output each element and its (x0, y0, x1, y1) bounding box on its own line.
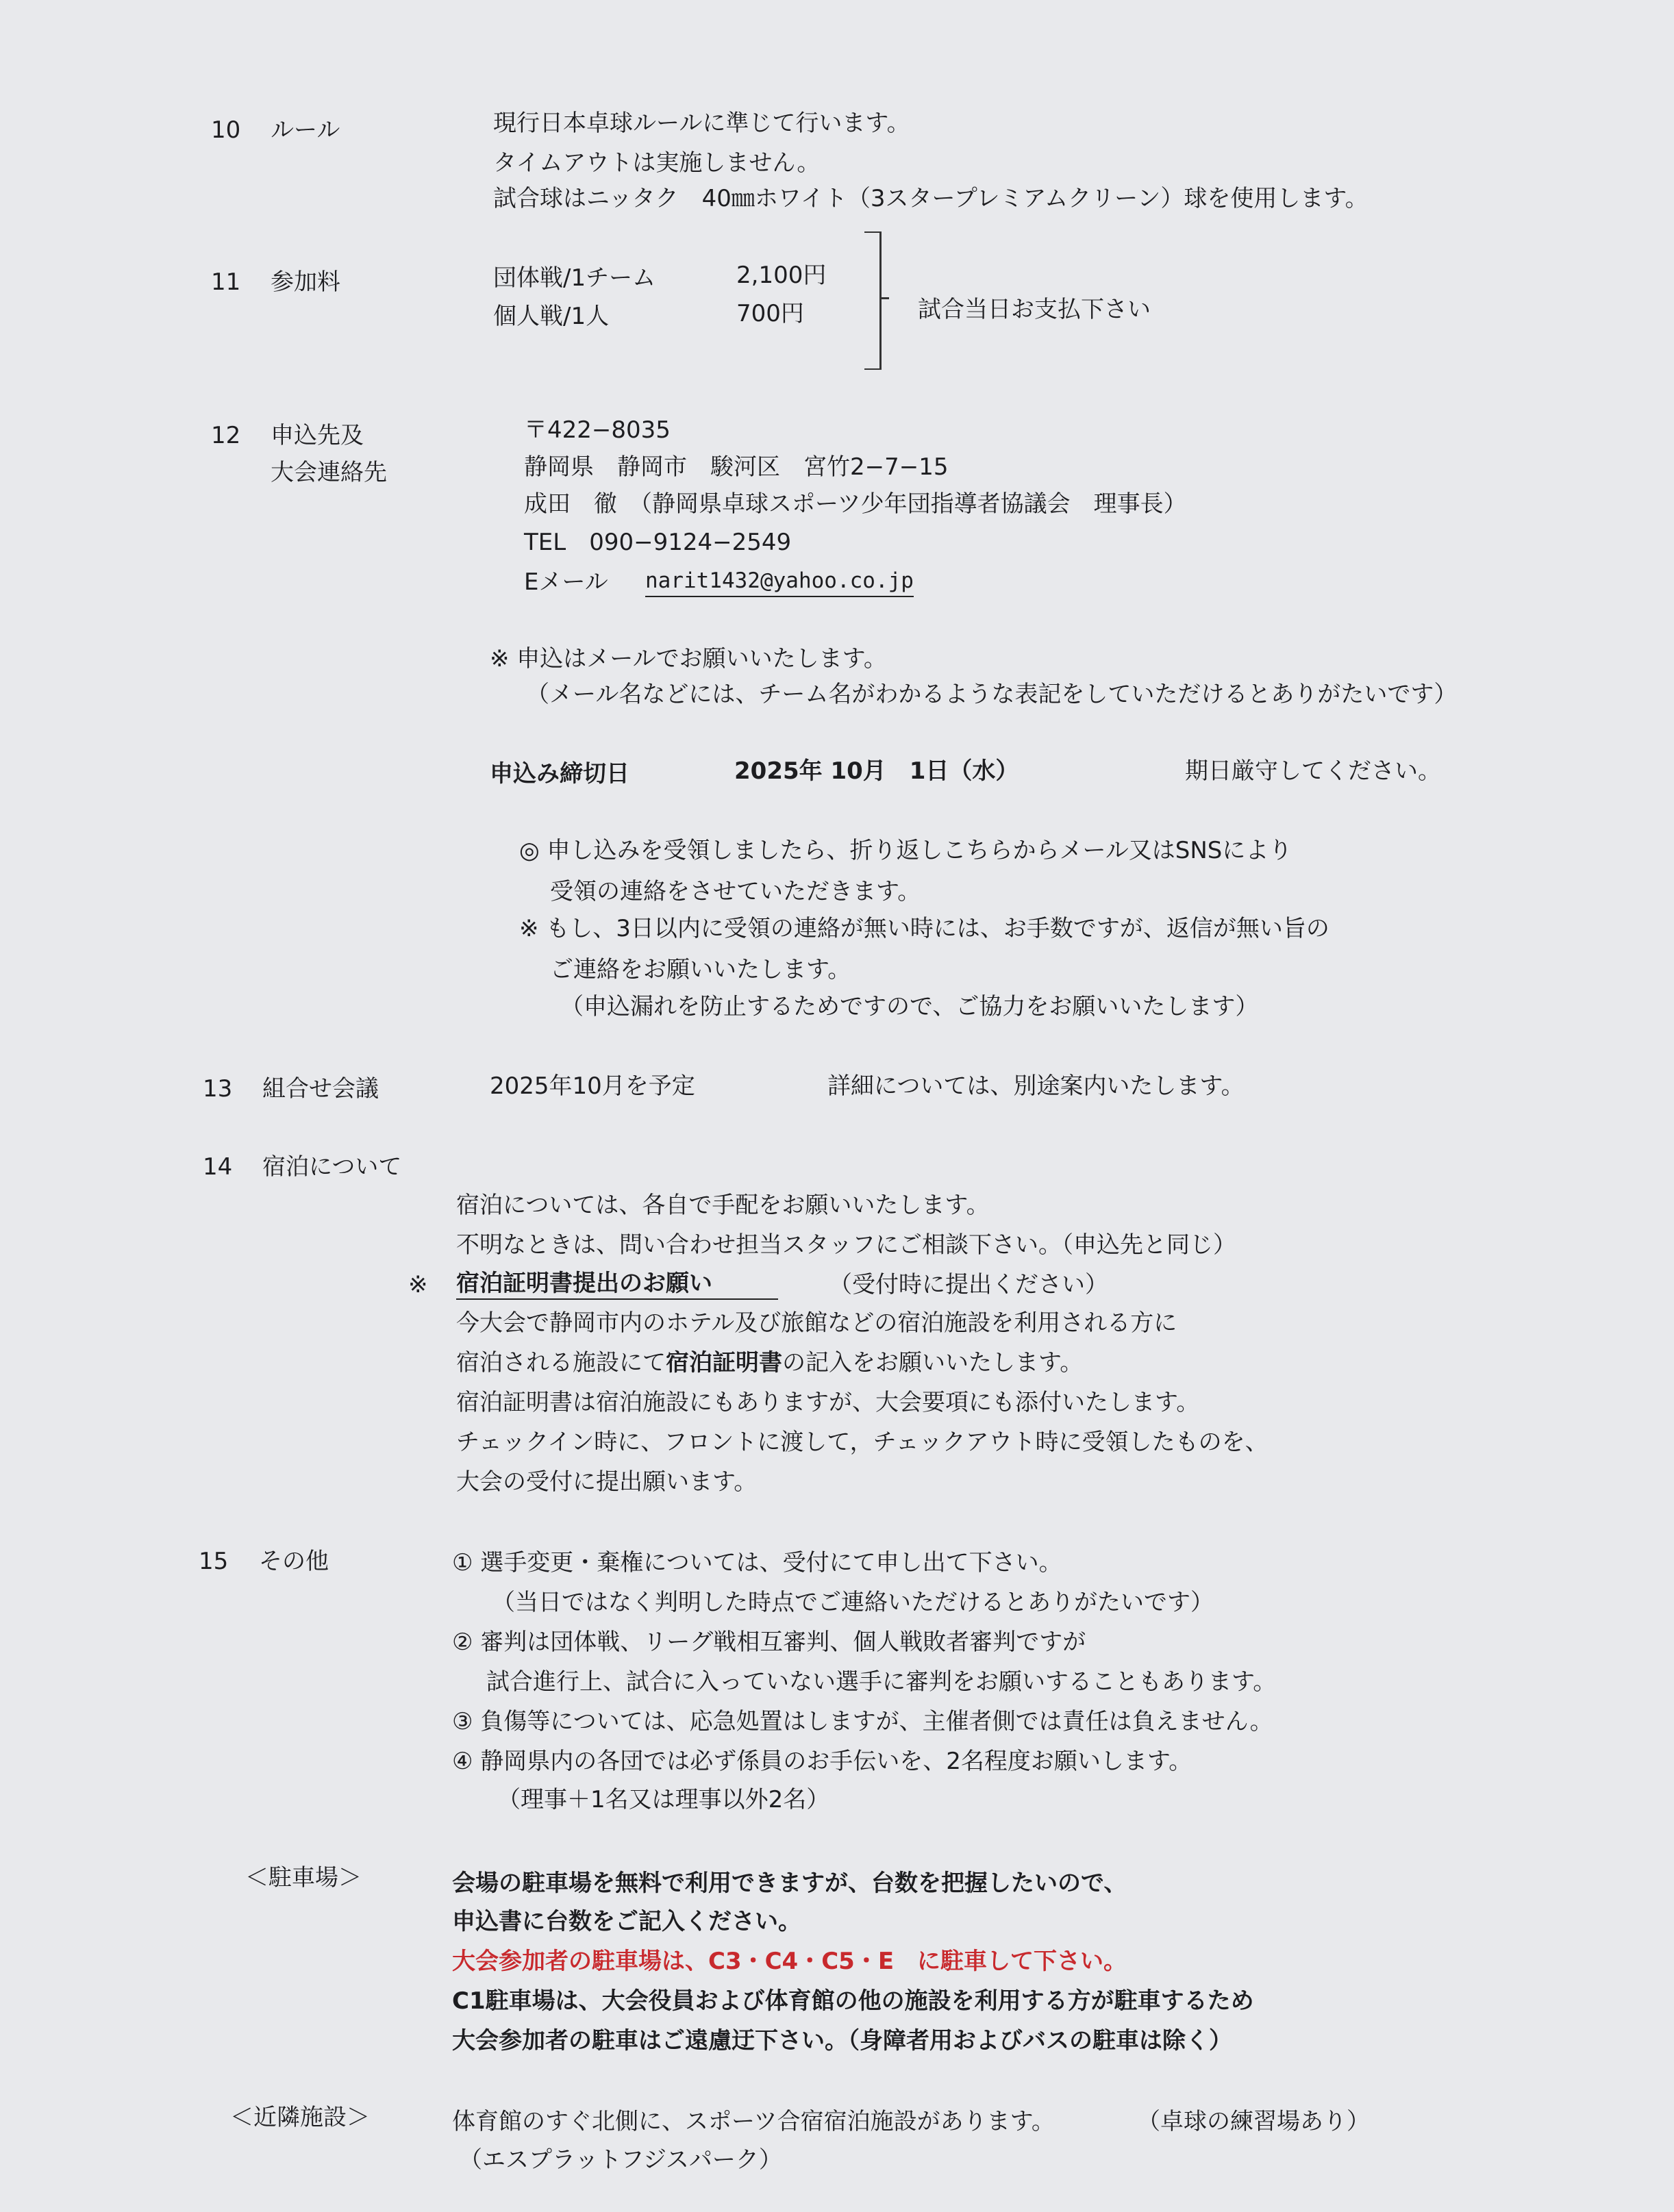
lodging-line-1: 宿泊については、各自で手配をお願いいたします。 (456, 1192, 990, 1219)
deadline-note: 期日厳守してください。 (1185, 757, 1441, 785)
section-15-label: その他 (259, 1548, 329, 1575)
ack-line-2: 受領の連絡をさせていただきます。 (550, 878, 921, 905)
section-11-label: 参加料 (271, 268, 340, 296)
section-12-number: 12 (211, 422, 241, 449)
meeting-detail: 詳細については、別途案内いたします。 (827, 1072, 1245, 1100)
contact-person: 成田 徹 （静岡県卓球スポーツ少年団指導者協議会 理事長） (524, 490, 1187, 518)
lodging-line-5: 宿泊証明書は宿泊施設にもありますが、大会要項にも添付いたします。 (456, 1389, 1200, 1416)
other-item-1: ① 選手変更・棄権については、受付にて申し出て下さい。 (452, 1549, 1062, 1576)
nearby-line-2: （エスプラットフジスパーク） (459, 2146, 782, 2174)
lodging-certificate-title: 宿泊証明書提出のお願い (456, 1270, 778, 1300)
apply-note-2: （メール名などには、チーム名がわかるような表記をしていただけるとありがたいです） (526, 681, 1458, 708)
deadline-date: 2025年 10月 1日（水） (734, 757, 1019, 785)
other-item-2-note: 試合進行上、試合に入っていない選手に審判をお願いすることもあります。 (486, 1668, 1277, 1696)
lodging-line-4-start: 宿泊される施設にて (456, 1349, 666, 1377)
postal-code: 〒422−8035 (524, 416, 671, 444)
other-item-2: ② 審判は団体戦、リーグ戦相互審判、個人戦敗者審判ですが (452, 1629, 1086, 1656)
lodging-line-4 (456, 1349, 1083, 1377)
other-item-4: ④ 静岡県内の各団では必ず係員のお手伝いを、2名程度お願いします。 (452, 1748, 1192, 1775)
parking-line-1: 会場の駐車場を無料で利用できますが、台数を把握したいので、 (452, 1870, 1127, 1897)
fee-brace-tip (879, 297, 889, 299)
meeting-date: 2025年10月を予定 (490, 1072, 695, 1100)
section-10-number: 10 (211, 116, 241, 144)
ack-line-4: ご連絡をお願いいたします。 (550, 956, 851, 983)
apply-note-1: ※ 申込はメールでお願いいたします。 (490, 645, 887, 673)
ack-line-3: ※ もし、3日以内に受領の連絡が無い時には、お手数ですが、返信が無い旨の (519, 915, 1329, 942)
nearby-line-1-note: （卓球の練習場あり） (1137, 2108, 1370, 2135)
section-10-line-1: 現行日本卓球ルールに準じて行います。 (493, 110, 910, 137)
lodging-line-4-bold: 宿泊証明書 (666, 1349, 782, 1377)
section-15-number: 15 (199, 1548, 229, 1575)
email-label: Eメール (524, 568, 608, 596)
section-12-label-1: 申込先及 (271, 422, 364, 449)
parking-line-5: 大会参加者の駐車はご遠慮迂下さい。（身障者用およびバスの駐車は除く） (452, 2027, 1232, 2054)
lodging-line-7: 大会の受付に提出願います。 (456, 1468, 758, 1496)
lodging-line-2: 不明なときは、問い合わせ担当スタッフにご相談下さい。（申込先と同じ） (456, 1231, 1236, 1259)
team-fee-amount: 2,100円 (736, 262, 827, 289)
other-item-3: ③ 負傷等については、応急処置はしますが、主催者側では責任は負えません。 (452, 1708, 1273, 1735)
section-11-number: 11 (211, 268, 241, 296)
other-item-4-note: （理事＋1名又は理事以外2名） (497, 1786, 830, 1813)
fee-payment-note: 試合当日お支払下さい (918, 296, 1151, 323)
fee-brace (864, 231, 882, 370)
section-14-number: 14 (203, 1153, 233, 1181)
section-12-label-2: 大会連絡先 (271, 459, 387, 486)
ack-line-5: （申込漏れを防止するためですので、ご協力をお願いいたします） (560, 993, 1259, 1020)
parking-line-2: 申込書に台数をご記入ください。 (452, 1908, 801, 1935)
lodging-certificate-when: （受付時に提出ください） (829, 1271, 1108, 1298)
lodging-line-6: チェックイン時に、フロントに渡して，チェックアウト時に受領したものを、 (456, 1429, 1269, 1456)
deadline-label: 申込み締切日 (490, 760, 629, 788)
lodging-note-mark: ※ (408, 1271, 428, 1298)
parking-label: ＜駐車場＞ (245, 1864, 362, 1891)
section-10-line-3: 試合球はニッタク 40㎜ホワイト（3スタープレミアムクリーン）球を使用します。 (493, 185, 1369, 212)
individual-fee-label: 個人戦/1人 (493, 303, 610, 330)
section-13-label: 組合せ会議 (262, 1075, 379, 1103)
nearby-label: ＜近隣施設＞ (230, 2104, 370, 2131)
address: 静岡県 静岡市 駿河区 宮竹2−7−15 (524, 453, 949, 481)
nearby-line-1: 体育館のすぐ北側に、スポーツ合宿宿泊施設があります。 (452, 2108, 1055, 2135)
section-14-label: 宿泊について (262, 1153, 402, 1181)
team-fee-label: 団体戦/1チーム (493, 264, 656, 292)
email-address[interactable]: narit1432@yahoo.co.jp (645, 567, 914, 597)
individual-fee-amount: 700円 (736, 300, 804, 327)
section-10-label: ルール (271, 116, 340, 144)
lodging-line-4-end: の記入をお願いいたします。 (782, 1349, 1084, 1377)
other-item-1-note: （当日ではなく判明した時点でご連絡いただけるとありがたいです） (492, 1589, 1214, 1616)
lodging-line-3: 今大会で静岡市内のホテル及び旅館などの宿泊施設を利用される方に (456, 1309, 1177, 1337)
section-13-number: 13 (203, 1075, 233, 1103)
ack-line-1: ◎ 申し込みを受領しましたら、折り返しこちらからメール又はSNSにより (519, 837, 1292, 864)
section-10-line-2: タイムアウトは実施しません。 (493, 149, 821, 177)
parking-line-4: C1駐車場は、大会役員および体育館の他の施設を利用する方が駐車するため (452, 1987, 1254, 2015)
parking-line-3-highlight: 大会参加者の駐車場は、C3・C4・C5・E に駐車して下さい。 (452, 1948, 1127, 1975)
telephone: TEL 090−9124−2549 (524, 529, 792, 556)
